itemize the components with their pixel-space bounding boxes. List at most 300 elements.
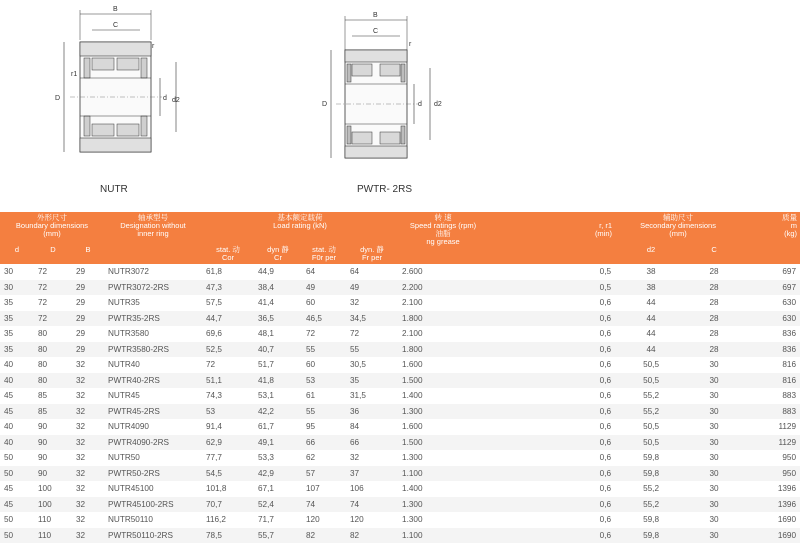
cell-D: 72 <box>34 280 72 296</box>
cell-d2: 44 <box>615 342 687 358</box>
cell-cor: 116,2 <box>202 512 254 528</box>
cell-fr: 82 <box>346 528 398 543</box>
cell-speed: 1.300 <box>398 404 488 420</box>
cell-fr: 32 <box>346 295 398 311</box>
cell-B: 32 <box>72 435 104 451</box>
cell-fr: 36 <box>346 404 398 420</box>
cell-d: 35 <box>0 295 34 311</box>
cell-C: 28 <box>687 295 741 311</box>
header-mass-unit: (kg) <box>744 230 797 238</box>
cell-d: 35 <box>0 326 34 342</box>
cell-cr: 51,7 <box>254 357 302 373</box>
cell-fr: 31,5 <box>346 388 398 404</box>
cell-rr1: 0,6 <box>488 512 615 528</box>
header-boundary-en: Boundary dimensions <box>3 222 101 230</box>
cell-C: 28 <box>687 311 741 327</box>
cell-designation: PWTR45100-2RS <box>104 497 202 513</box>
dim-label-d2-2: d2 <box>434 101 442 108</box>
cell-D: 90 <box>34 466 72 482</box>
cell-D: 80 <box>34 357 72 373</box>
cell-B: 29 <box>72 280 104 296</box>
cell-rr1: 0,6 <box>488 404 615 420</box>
header-load <box>202 212 398 246</box>
cell-f0r: 64 <box>302 264 346 280</box>
cell-f0r: 60 <box>302 357 346 373</box>
table-row <box>0 280 800 296</box>
cell-designation: PWTR3072-2RS <box>104 280 202 296</box>
cell-D: 110 <box>34 512 72 528</box>
cell-cr: 42,9 <box>254 466 302 482</box>
dim-label-d: d <box>163 95 167 102</box>
cell-rr1: 0,6 <box>488 311 615 327</box>
cell-D: 80 <box>34 326 72 342</box>
cell-d2: 55,2 <box>615 404 687 420</box>
cell-designation: NUTR45 <box>104 388 202 404</box>
bearing-drawings <box>0 0 800 205</box>
header-cr: Cr <box>257 254 299 262</box>
cell-fr: 34,5 <box>346 311 398 327</box>
header-col-d: d <box>0 246 34 264</box>
cell-cor: 77,7 <box>202 450 254 466</box>
cell-B: 32 <box>72 512 104 528</box>
cell-C: 30 <box>687 466 741 482</box>
dim-label-D-2: D <box>322 101 327 108</box>
cell-B: 29 <box>72 311 104 327</box>
cell-f0r: 72 <box>302 326 346 342</box>
cell-cor: 51,1 <box>202 373 254 389</box>
cell-fr: 30,5 <box>346 357 398 373</box>
cell-f0r: 82 <box>302 528 346 543</box>
cell-B: 32 <box>72 481 104 497</box>
cell-C: 28 <box>687 280 741 296</box>
header-designation-en: Designation without <box>107 222 199 230</box>
cell-B: 29 <box>72 342 104 358</box>
header-boundary <box>0 212 104 246</box>
cell-cr: 52,4 <box>254 497 302 513</box>
header-col-D: D <box>34 246 72 264</box>
table-row <box>0 373 800 389</box>
header-col-cor <box>202 246 254 264</box>
cell-d: 40 <box>0 357 34 373</box>
cell-rr1: 0,6 <box>488 435 615 451</box>
cell-designation: NUTR4090 <box>104 419 202 435</box>
cell-d2: 50,5 <box>615 435 687 451</box>
cell-f0r: 60 <box>302 295 346 311</box>
cell-rr1: 0,6 <box>488 357 615 373</box>
cell-C: 30 <box>687 450 741 466</box>
cell-D: 85 <box>34 388 72 404</box>
cell-rr1: 0,6 <box>488 388 615 404</box>
cell-D: 80 <box>34 373 72 389</box>
cell-f0r: 95 <box>302 419 346 435</box>
table-header <box>0 212 800 264</box>
cell-cr: 71,7 <box>254 512 302 528</box>
cell-speed: 1.300 <box>398 512 488 528</box>
cell-C: 28 <box>687 264 741 280</box>
cell-cor: 70,7 <box>202 497 254 513</box>
header-load-en: Load rating (kN) <box>205 222 395 230</box>
cell-fr: 35 <box>346 373 398 389</box>
header-speed-cn2: 油脂 <box>401 230 485 238</box>
cell-B: 32 <box>72 466 104 482</box>
header-f0rper: F0r per <box>305 254 343 262</box>
cell-cor: 61,8 <box>202 264 254 280</box>
cell-C: 30 <box>687 512 741 528</box>
header-speed-cn: 转 速 <box>401 214 485 222</box>
dim-label-B: B <box>113 6 118 13</box>
cell-B: 32 <box>72 404 104 420</box>
cell-cor: 69,6 <box>202 326 254 342</box>
cell-B: 29 <box>72 264 104 280</box>
dim-label-r1: r1 <box>71 71 77 78</box>
cell-d2: 44 <box>615 311 687 327</box>
cell-B: 32 <box>72 528 104 543</box>
header-secondary-cn: 辅助尺寸 <box>618 214 738 222</box>
cell-C: 30 <box>687 419 741 435</box>
header-col-C: C <box>687 246 741 264</box>
cell-f0r: 49 <box>302 280 346 296</box>
cell-cr: 55,7 <box>254 528 302 543</box>
cell-d: 45 <box>0 481 34 497</box>
table-body <box>0 264 800 543</box>
cell-d2: 44 <box>615 295 687 311</box>
cell-mass: 950 <box>741 450 800 466</box>
cell-D: 90 <box>34 435 72 451</box>
cell-rr1: 0,5 <box>488 264 615 280</box>
cell-mass: 1129 <box>741 435 800 451</box>
cell-speed: 2.200 <box>398 280 488 296</box>
cell-speed: 1.800 <box>398 342 488 358</box>
cell-D: 110 <box>34 528 72 543</box>
cell-D: 80 <box>34 342 72 358</box>
cell-mass: 1690 <box>741 528 800 543</box>
cell-C: 28 <box>687 342 741 358</box>
cell-d2: 55,2 <box>615 481 687 497</box>
cell-f0r: 61 <box>302 388 346 404</box>
cell-cor: 52,5 <box>202 342 254 358</box>
cell-d2: 59,8 <box>615 528 687 543</box>
header-col-d2: d2 <box>615 246 687 264</box>
cell-speed: 1.800 <box>398 311 488 327</box>
cell-cr: 41,8 <box>254 373 302 389</box>
cell-designation: NUTR45100 <box>104 481 202 497</box>
cell-B: 32 <box>72 419 104 435</box>
cell-speed: 2.100 <box>398 326 488 342</box>
header-boundary-cn: 外形尺寸 <box>3 214 101 222</box>
cell-cr: 44,9 <box>254 264 302 280</box>
cell-mass: 816 <box>741 373 800 389</box>
table-row <box>0 357 800 373</box>
cell-cor: 72 <box>202 357 254 373</box>
cell-fr: 64 <box>346 264 398 280</box>
table-row <box>0 435 800 451</box>
cell-f0r: 55 <box>302 342 346 358</box>
cell-cr: 41,4 <box>254 295 302 311</box>
header-speed <box>398 212 488 246</box>
cell-cor: 91,4 <box>202 419 254 435</box>
cell-fr: 72 <box>346 326 398 342</box>
cell-fr: 49 <box>346 280 398 296</box>
cell-rr1: 0,6 <box>488 450 615 466</box>
header-designation-cn: 轴承型号 <box>107 214 199 222</box>
header-stat: stat. 动 <box>205 246 251 254</box>
cell-d: 45 <box>0 388 34 404</box>
cell-mass: 1396 <box>741 481 800 497</box>
cell-D: 90 <box>34 419 72 435</box>
header-col-B: B <box>72 246 104 264</box>
cell-speed: 1.100 <box>398 466 488 482</box>
cell-C: 30 <box>687 373 741 389</box>
cell-cr: 36,5 <box>254 311 302 327</box>
cell-speed: 1.500 <box>398 373 488 389</box>
cell-speed: 1.600 <box>398 357 488 373</box>
cell-f0r: 74 <box>302 497 346 513</box>
header-dyn2: dyn. 静 <box>349 246 395 254</box>
cell-mass: 697 <box>741 264 800 280</box>
cell-cor: 74,3 <box>202 388 254 404</box>
header-designation <box>104 212 202 246</box>
cell-fr: 120 <box>346 512 398 528</box>
cell-f0r: 66 <box>302 435 346 451</box>
cell-rr1: 0,6 <box>488 419 615 435</box>
cell-cor: 54,5 <box>202 466 254 482</box>
cell-mass: 836 <box>741 326 800 342</box>
cell-cr: 49,1 <box>254 435 302 451</box>
cell-rr1: 0,6 <box>488 342 615 358</box>
cell-d: 50 <box>0 512 34 528</box>
cell-d: 40 <box>0 419 34 435</box>
dim-label-r-2: r <box>409 41 412 48</box>
cell-d: 45 <box>0 497 34 513</box>
cell-f0r: 53 <box>302 373 346 389</box>
cell-cor: 62,9 <box>202 435 254 451</box>
cell-d: 35 <box>0 342 34 358</box>
dim-label-C-2: C <box>373 28 378 35</box>
cell-speed: 2.600 <box>398 264 488 280</box>
cell-cr: 61,7 <box>254 419 302 435</box>
cell-d: 30 <box>0 280 34 296</box>
header-rr1 <box>488 212 615 246</box>
cell-C: 30 <box>687 388 741 404</box>
table-row <box>0 264 800 280</box>
cell-cr: 48,1 <box>254 326 302 342</box>
header-col-f0r <box>302 246 346 264</box>
cell-C: 30 <box>687 528 741 543</box>
cell-B: 32 <box>72 357 104 373</box>
header-col-cr <box>254 246 302 264</box>
cell-d2: 59,8 <box>615 512 687 528</box>
cell-d: 40 <box>0 373 34 389</box>
cell-d: 30 <box>0 264 34 280</box>
table-row <box>0 512 800 528</box>
cell-f0r: 62 <box>302 450 346 466</box>
header-speed-grease: ng grease <box>401 238 485 246</box>
cell-cor: 44,7 <box>202 311 254 327</box>
header-mass-cn: 质量 <box>744 214 797 222</box>
cell-mass: 697 <box>741 280 800 296</box>
cell-mass: 836 <box>741 342 800 358</box>
cell-mass: 630 <box>741 311 800 327</box>
table-row <box>0 419 800 435</box>
cell-B: 32 <box>72 373 104 389</box>
cell-fr: 66 <box>346 435 398 451</box>
dim-label-D: D <box>55 95 60 102</box>
cell-mass: 950 <box>741 466 800 482</box>
cell-d2: 50,5 <box>615 357 687 373</box>
header-secondary-unit: (mm) <box>618 230 738 238</box>
cell-designation: PWTR3580-2RS <box>104 342 202 358</box>
cell-D: 90 <box>34 450 72 466</box>
cell-cor: 78,5 <box>202 528 254 543</box>
cell-designation: NUTR40 <box>104 357 202 373</box>
cell-cr: 53,1 <box>254 388 302 404</box>
table-row <box>0 326 800 342</box>
cell-D: 72 <box>34 295 72 311</box>
cell-C: 28 <box>687 326 741 342</box>
cell-speed: 1.100 <box>398 528 488 543</box>
cell-designation: PWTR50-2RS <box>104 466 202 482</box>
header-cor: Cor <box>205 254 251 262</box>
cell-speed: 1.400 <box>398 388 488 404</box>
cell-B: 29 <box>72 295 104 311</box>
cell-speed: 2.100 <box>398 295 488 311</box>
cell-fr: 55 <box>346 342 398 358</box>
cell-d2: 50,5 <box>615 373 687 389</box>
cell-rr1: 0,6 <box>488 466 615 482</box>
cell-f0r: 46,5 <box>302 311 346 327</box>
header-stat2: stat. 动 <box>305 246 343 254</box>
nutr-caption: NUTR <box>100 184 128 195</box>
cell-f0r: 107 <box>302 481 346 497</box>
cell-C: 30 <box>687 435 741 451</box>
cell-D: 85 <box>34 404 72 420</box>
cell-fr: 32 <box>346 450 398 466</box>
header-secondary <box>615 212 741 246</box>
cell-fr: 84 <box>346 419 398 435</box>
cell-B: 32 <box>72 450 104 466</box>
header-mass <box>741 212 800 246</box>
cell-d2: 55,2 <box>615 388 687 404</box>
pwtr-drawing <box>322 12 442 158</box>
cell-designation: PWTR50110-2RS <box>104 528 202 543</box>
table-row <box>0 404 800 420</box>
dim-label-C: C <box>113 22 118 29</box>
cell-d: 50 <box>0 466 34 482</box>
cell-designation: PWTR45-2RS <box>104 404 202 420</box>
cell-mass: 630 <box>741 295 800 311</box>
header-load-cn: 基本额定载荷 <box>205 214 395 222</box>
cell-B: 32 <box>72 388 104 404</box>
cell-D: 100 <box>34 481 72 497</box>
cell-designation: NUTR50 <box>104 450 202 466</box>
header-rr1-min: (min) <box>491 230 612 238</box>
cell-d: 50 <box>0 528 34 543</box>
header-col-fr <box>346 246 398 264</box>
cell-mass: 883 <box>741 388 800 404</box>
table-row <box>0 466 800 482</box>
table-row <box>0 295 800 311</box>
cell-cor: 47,3 <box>202 280 254 296</box>
cell-fr: 37 <box>346 466 398 482</box>
cell-rr1: 0,5 <box>488 280 615 296</box>
cell-rr1: 0,6 <box>488 326 615 342</box>
header-secondary-en: Secondary dimensions <box>618 222 738 230</box>
cell-rr1: 0,6 <box>488 497 615 513</box>
cell-designation: NUTR35 <box>104 295 202 311</box>
cell-d2: 38 <box>615 264 687 280</box>
header-frper: Fr per <box>349 254 395 262</box>
cell-cr: 38,4 <box>254 280 302 296</box>
cell-d: 50 <box>0 450 34 466</box>
cell-d2: 44 <box>615 326 687 342</box>
cell-rr1: 0,6 <box>488 373 615 389</box>
cell-f0r: 57 <box>302 466 346 482</box>
table-row <box>0 481 800 497</box>
cell-fr: 106 <box>346 481 398 497</box>
header-dyn: dyn 静 <box>257 246 299 254</box>
cell-d2: 50,5 <box>615 419 687 435</box>
cell-designation: PWTR35-2RS <box>104 311 202 327</box>
cell-designation: NUTR3580 <box>104 326 202 342</box>
table-row <box>0 450 800 466</box>
cell-f0r: 55 <box>302 404 346 420</box>
cell-cor: 101,8 <box>202 481 254 497</box>
cell-cr: 67,1 <box>254 481 302 497</box>
cell-d: 45 <box>0 404 34 420</box>
header-boundary-unit: (mm) <box>3 230 101 238</box>
dim-label-d-2: d <box>418 101 422 108</box>
cell-rr1: 0,6 <box>488 528 615 543</box>
cell-d2: 59,8 <box>615 466 687 482</box>
cell-d2: 55,2 <box>615 497 687 513</box>
cell-d2: 38 <box>615 280 687 296</box>
cell-D: 72 <box>34 264 72 280</box>
cell-cr: 42,2 <box>254 404 302 420</box>
cell-f0r: 120 <box>302 512 346 528</box>
cell-fr: 74 <box>346 497 398 513</box>
cell-speed: 1.600 <box>398 419 488 435</box>
cell-D: 100 <box>34 497 72 513</box>
cell-mass: 1690 <box>741 512 800 528</box>
cell-speed: 1.500 <box>398 435 488 451</box>
header-designation-en2: inner ring <box>107 230 199 238</box>
cell-d: 40 <box>0 435 34 451</box>
bearing-spec-table <box>0 212 800 543</box>
cell-d: 35 <box>0 311 34 327</box>
cell-d2: 59,8 <box>615 450 687 466</box>
cell-C: 30 <box>687 481 741 497</box>
cell-mass: 1129 <box>741 419 800 435</box>
cell-C: 30 <box>687 404 741 420</box>
table-row <box>0 528 800 543</box>
cell-C: 30 <box>687 497 741 513</box>
cell-speed: 1.300 <box>398 497 488 513</box>
cell-C: 30 <box>687 357 741 373</box>
cell-designation: PWTR4090-2RS <box>104 435 202 451</box>
header-speed-en: Speed ratings (rpm) <box>401 222 485 230</box>
header-mass-en: m <box>744 222 797 230</box>
cell-speed: 1.300 <box>398 450 488 466</box>
cell-cor: 53 <box>202 404 254 420</box>
table-row <box>0 388 800 404</box>
cell-cor: 57,5 <box>202 295 254 311</box>
table-row <box>0 342 800 358</box>
pwtr-caption: PWTR- 2RS <box>357 184 412 195</box>
cell-designation: NUTR50110 <box>104 512 202 528</box>
cell-rr1: 0,6 <box>488 481 615 497</box>
cell-cr: 53,3 <box>254 450 302 466</box>
dim-label-r: r <box>152 43 155 50</box>
